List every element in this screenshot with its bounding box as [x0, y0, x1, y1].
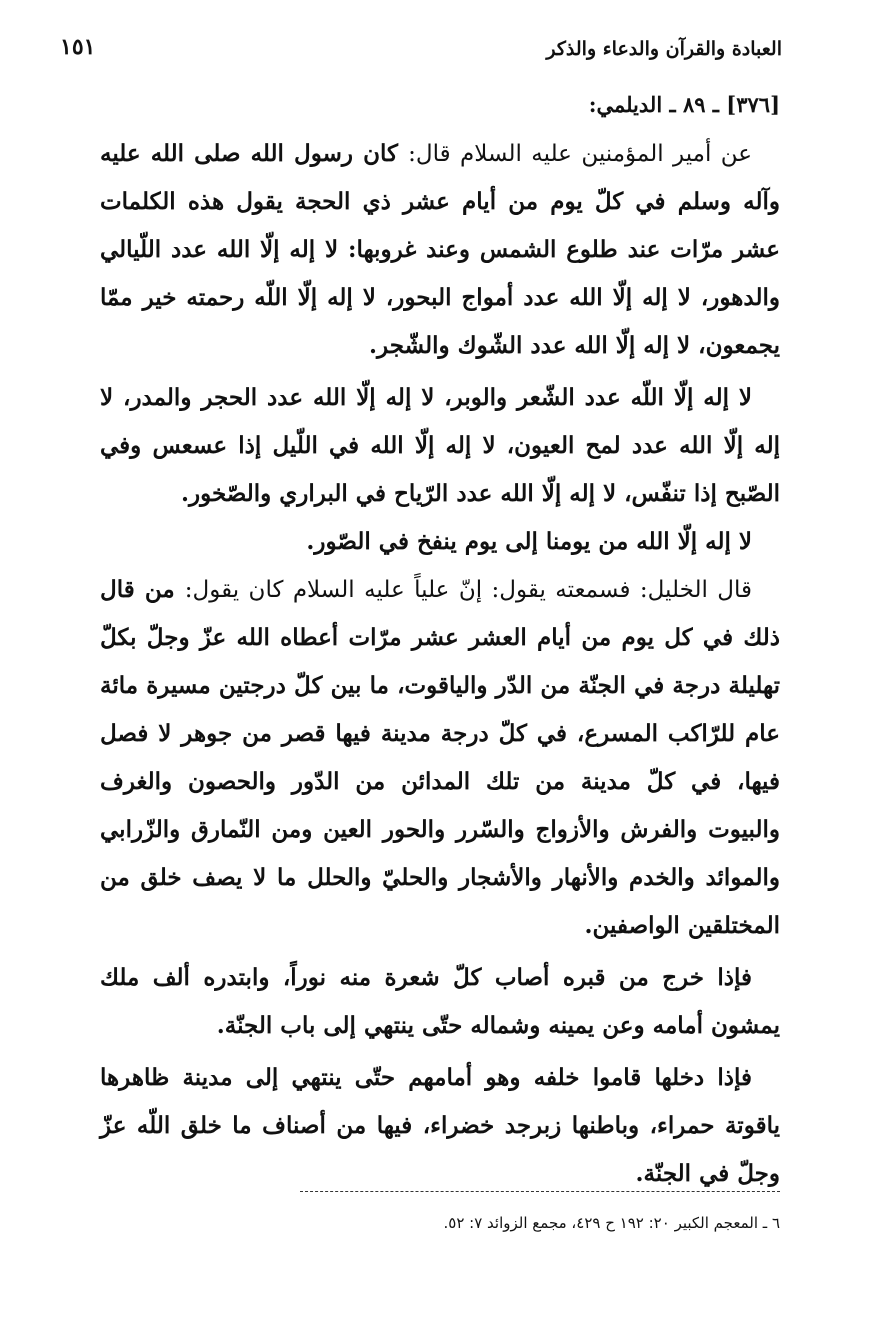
paragraph-5 [100, 954, 780, 1050]
paragraph-6-text: فإذا دخلها قاموا خلفه وهو أمامهم حتّى ينتهي إلى مدينة ظاهرها ياقوتة حمراء، وباطنها زبرجد خضراء، فيها من أصناف ما خلق اللّه عزّ وجلّ في الجنّة. [100, 1064, 780, 1187]
paragraph-4-lead: قال الخليل: فسمعته يقول: إنّ علياً عليه السلام كان يقول: [184, 577, 752, 603]
running-header [60, 30, 782, 70]
paragraph-1-lead: عن أمير المؤمنين عليه السلام قال: [408, 141, 753, 167]
main-text [100, 88, 780, 1198]
paragraph-4 [100, 566, 780, 950]
paragraph-3 [100, 518, 780, 566]
paragraph-2 [100, 374, 780, 518]
paragraph-4-text: من قال ذلك في كل يوم من أيام العشر عشر مرّات أعطاه الله عزّ وجلّ بكلّ تهليلة درجة في الجنّة من الدّر والياقوت، ما بين كلّ درجتين مسيرة مائة عام للرّاكب المسرع، في كلّ درجة مدينة فيها قصر من جوهر لا فصل فيها، في كلّ مدينة من تلك المدائن من الدّور والحصون والغرف والبيوت والفرش والأزواج والسّرر والحور العين ومن النّمارق والزّرابي والموائد والخدم والأنهار والأشجار والحليّ والحلل ما لا يصف خلق من المختلقين الواصفين. [100, 576, 780, 939]
header-title: العبادة والقرآن والدعاء والذكر [546, 38, 782, 60]
paragraph-5-text: فإذا خرج من قبره أصاب كلّ شعرة منه نوراً، وابتدره ألف ملك يمشون أمامه وعن يمينه وشماله حتّى ينتهي إلى باب الجنّة. [100, 964, 780, 1039]
hadith-reference: [٣٧٦] ـ ٨٩ ـ الديلمي: [588, 92, 780, 117]
footnote: ٦ ـ المعجم الكبير ٢٠: ١٩٢ ح ٤٢٩، مجمع الزوائد ٧: ٥٢. [443, 1214, 780, 1232]
page-number: ١٥١ [60, 34, 96, 60]
footnote-separator [300, 1191, 780, 1192]
paragraph-6 [100, 1054, 780, 1198]
paragraph-2-text: لا إله إلّا اللّه عدد الشّعر والوبر، لا إله إلّا الله عدد الحجر والمدر، لا إله إلّا الله عدد لمح العيون، لا إله إلّا الله في اللّيل إذا عسعس وفي الصّبح إذا تنفّس، لا إله إلّا الله عدد الرّياح في البراري والصّخور. [100, 384, 780, 507]
paragraph-3-text: لا إله إلّا الله من يومنا إلى يوم ينفخ في الصّور. [306, 528, 752, 555]
paragraph-1-text: كان رسول الله صلى الله عليه وآله وسلم في كلّ يوم من أيام عشر ذي الحجة يقول هذه الكلمات عشر مرّات عند طلوع الشمس وعند غروبها: لا إله إلّا الله عدد اللّيالي والدهور، لا إله إلّا الله عدد أمواج البحور، لا إله إلّا اللّه رحمته خير ممّا يجمعون، لا إله إلّا الله عدد الشّوك والشّجر. [100, 140, 780, 359]
paragraph-1 [100, 130, 780, 370]
